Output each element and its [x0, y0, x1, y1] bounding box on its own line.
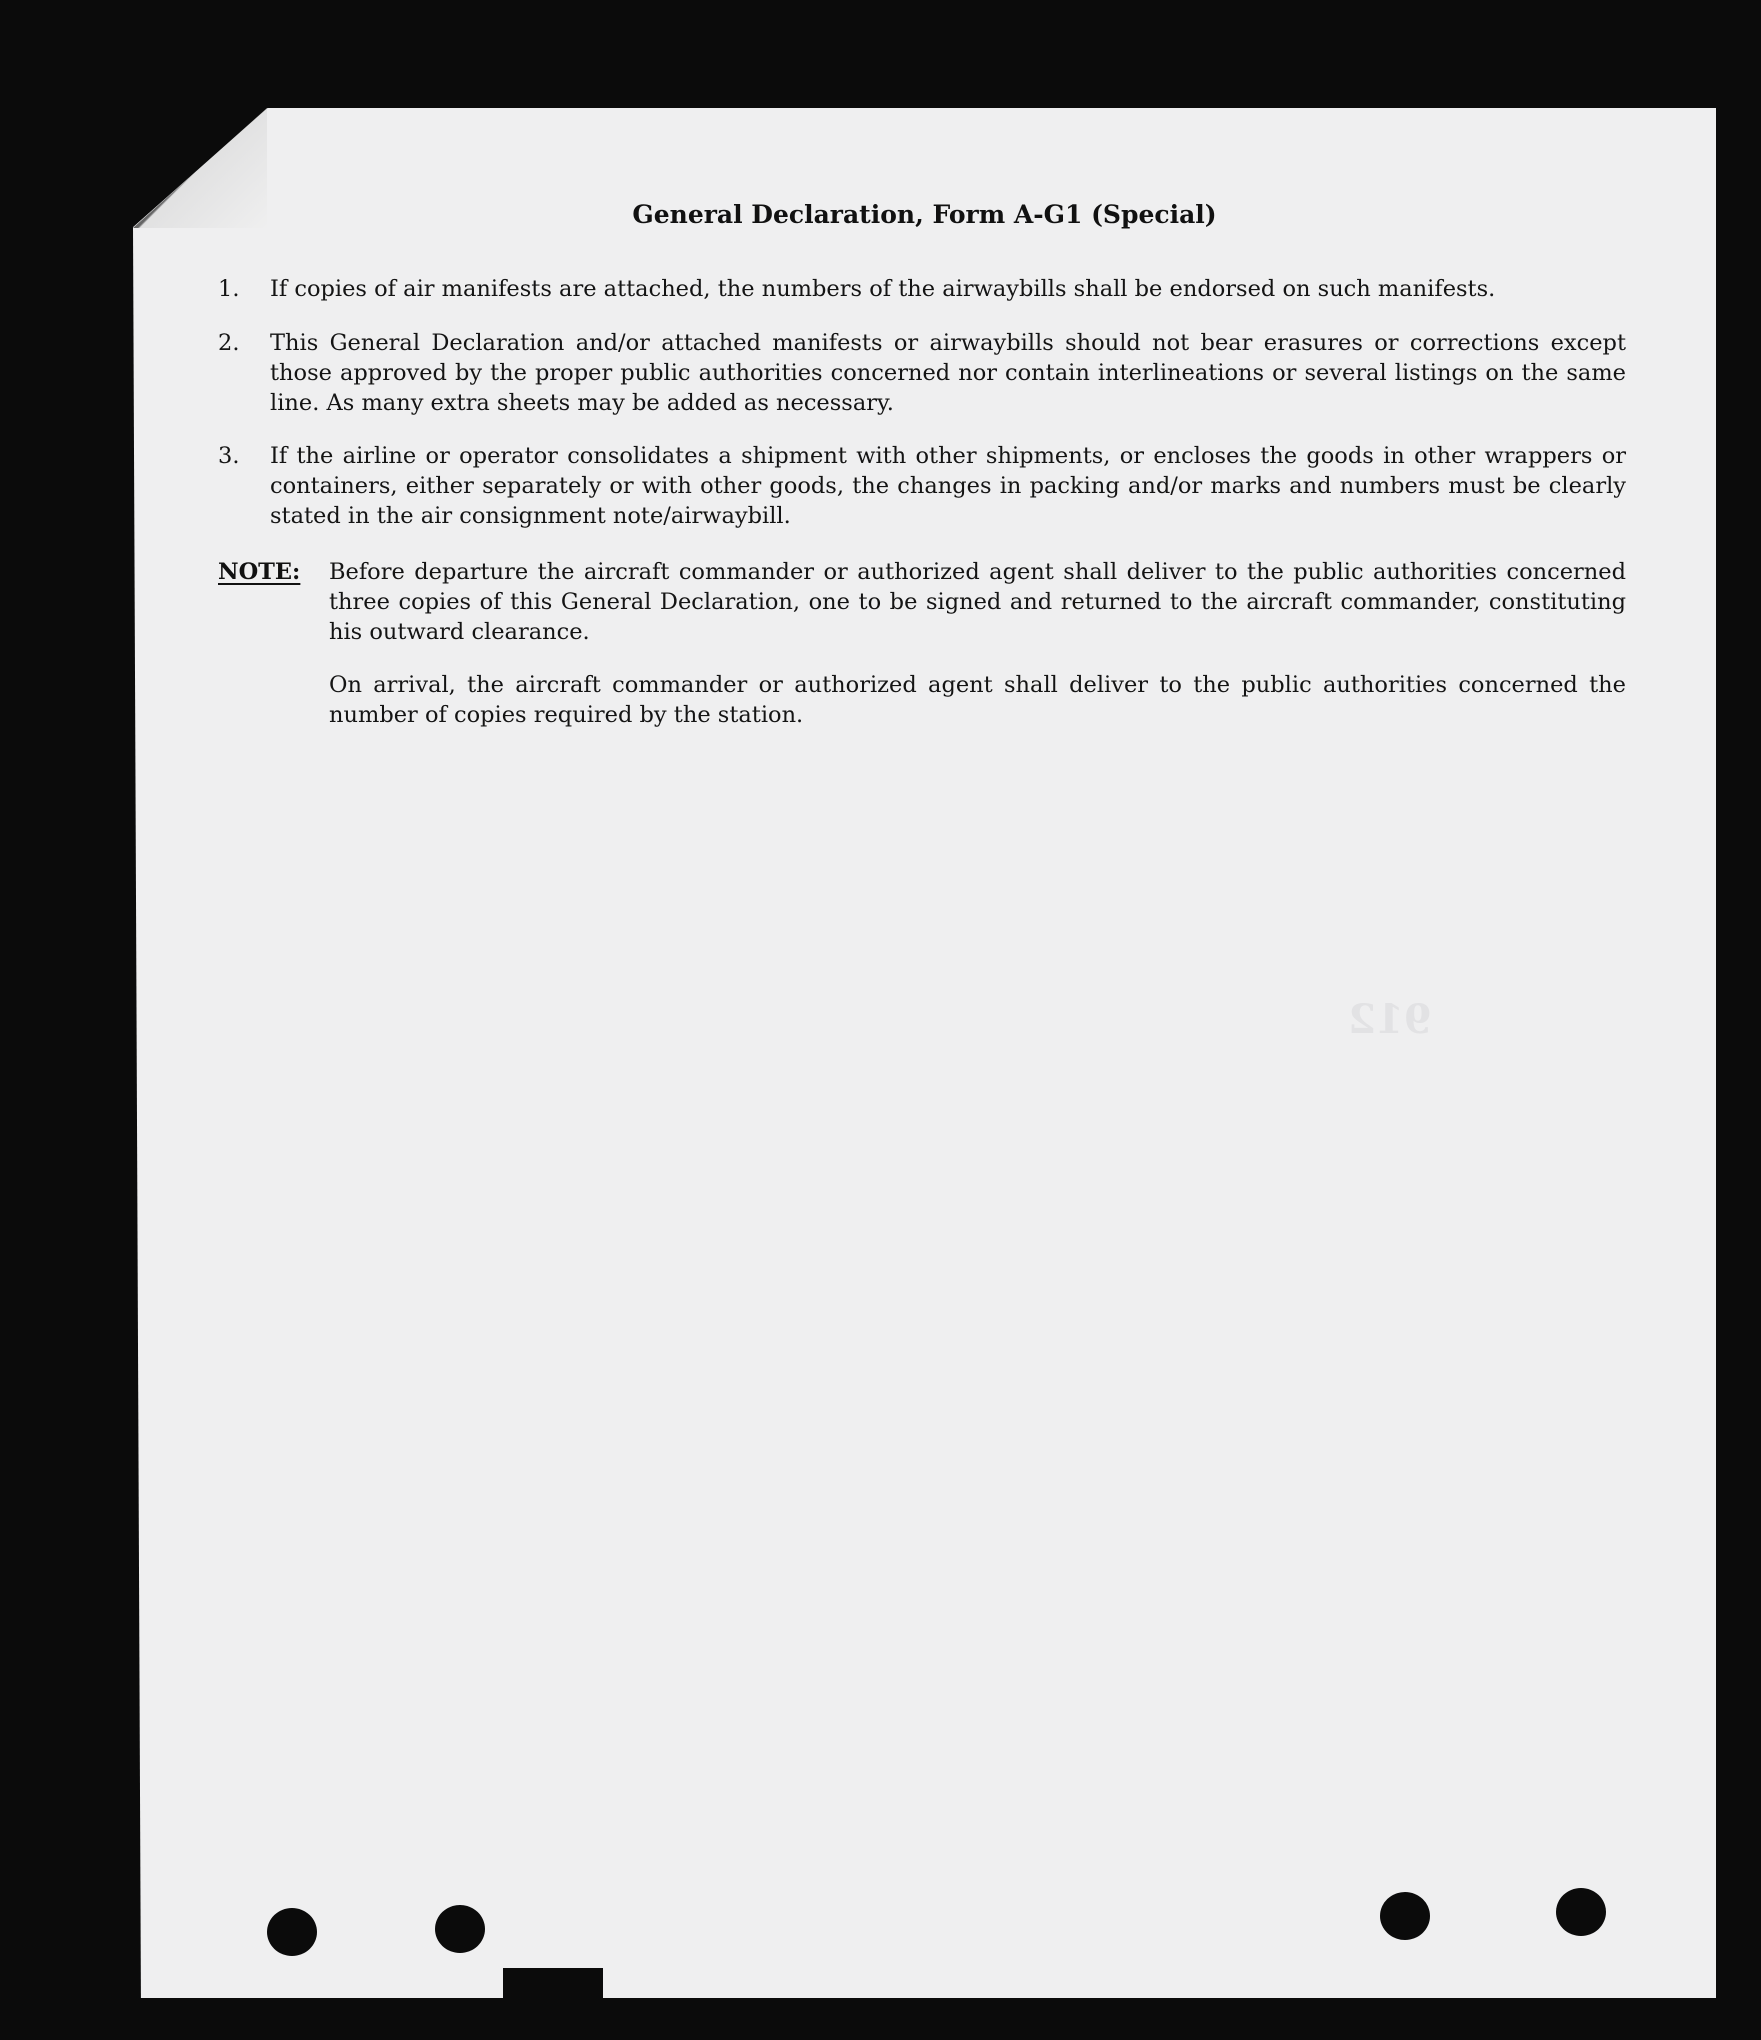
instruction-item-1: [218, 274, 1626, 304]
punch-hole-3: [1380, 1892, 1430, 1940]
item-text: If copies of air manifests are attached, the numbers of the airwaybills shall be endorsed on such manifests.: [270, 276, 1496, 302]
instruction-item-3: [218, 441, 1626, 531]
punch-hole-4: [1556, 1888, 1606, 1936]
item-number: 1.: [218, 276, 240, 302]
note-paragraph-departure: Before departure the aircraft commander or authorized agent shall deliver to the public authorities concerned three copies of this General Declaration, one to be signed and returned to the aircraft commander, constituting his outward clearance.: [329, 559, 1626, 645]
instruction-item-2: [218, 328, 1626, 418]
punch-hole-2: [435, 1905, 485, 1953]
item-text: If the airline or operator consolidates a shipment with other shipments, or encloses the goods in other wrappers or containers, either separately or with other goods, the changes in packing and/or marks and numbers must be clearly stated in the air consignment note/airwaybill.: [270, 443, 1626, 529]
document-title: General Declaration, Form A-G1 (Special): [632, 200, 1217, 229]
item-number: 2.: [218, 330, 240, 356]
note-label: NOTE:: [218, 559, 301, 585]
bleed-through-number: 912: [1348, 996, 1432, 1043]
item-text: This General Declaration and/or attached manifests or airwaybills should not bear erasures or corrections except those approved by the proper public authorities concerned nor contain interlineations or several listings on the same line. As many extra sheets may be added as necessary.: [270, 330, 1626, 416]
binding-tab: [503, 1968, 603, 1998]
punch-hole-1: [267, 1908, 317, 1956]
note-paragraph-arrival: On arrival, the aircraft commander or authorized agent shall deliver to the public authorities concerned the number of copies required by the station.: [329, 672, 1626, 728]
item-number: 3.: [218, 443, 240, 469]
